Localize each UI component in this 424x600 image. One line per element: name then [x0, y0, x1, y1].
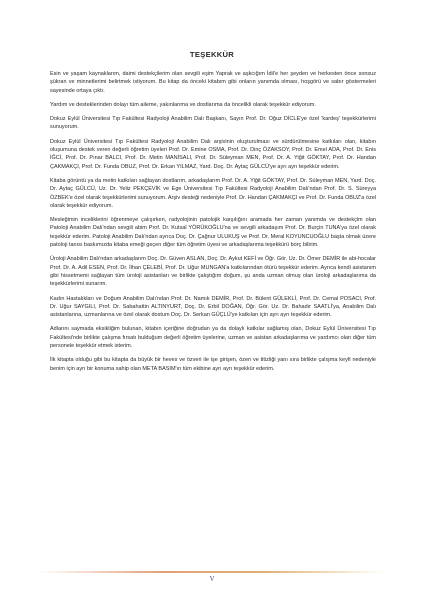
- paragraph-faculty: Dokuz Eylül Üniversitesi Tıp Fakültesi Radyoloji Anabilim Dalı arşivinin oluşturulması ve sürdürülmesine katkıları olan, kitabın oluşumuna destek veren değerli öğretim üyeleri Prof. Dr. Emine OSMA, Prof. Dr. Dinç ÖZAKSOY, Prof. Dr. Emel ADA, Prof. Dr. Enis İĞCİ, Prof. Dr. Pınar BALCI, Prof. Dr. Metin MANİSALI, Prof. Dr. Süleyman MEN, Prof. Dr. A. Yiğit GÖKTAY, Prof. Dr. Handan ÇAKMAKÇI, Prof. Dr. Funda OBUZ, Prof. Dr. Erkan YILMAZ, Yard. Doç. Dr. Aytaç GÜLCÜ'ye ayrı ayrı teşekkür ederim.: [50, 138, 376, 170]
- paragraph-contributors: Kitaba görüntü ya da metin katkıları sağlayan dostlarım, arkadaşlarım Prof. Dr. A. Yiğit GÖKTAY, Prof. Dr. Süleyman MEN, Yard. Doç. Dr. Aytaç GÜLCÜ, Uz. Dr. Yeliz PEKÇEVİK ve Ege Üniversitesi Tıp Fakültesi Radyoloji Anabilim Dalı'ndan Prof. Dr. S. Süreyya ÖZBEK'e özel olarak teşekkürlerimi sunuyorum. Arşiv desteği nedeniyle Prof. Dr. Handan ÇAKMAKÇI ve Prof. Dr. Funda OBUZ'a özel olarak teşekkür ediyorum.: [50, 177, 376, 209]
- paragraph-urology: Üroloji Anabilim Dalı'ndan arkadaşlarım Doç. Dr. Güven ASLAN, Doç. Dr. Aykut KEFİ ve Öğr. Gör. Uz. Dr. Ömer DEMİR ile abi-hocalar Prof. Dr. A. Adil ESEN, Prof. Dr. İlhan ÇELEBİ, Prof. Dr. Uğur MUNGAN'a katkılarından ötürü teşekkür ederim. Ayrıca kendi asistanım gibi hissetmemi sağlayan tüm üroloji asistanları ve birlikte çalıştığım doğum, şu anda uzman olmuş olan üroloji arkadaşlarıma da teşekkürlerimi sunarım.: [50, 256, 376, 288]
- paragraph-pathology: Mesleğimin inceliklerini öğrenmeye çalışırken, radyolojinin patolojik karşılığını aramada her zaman yanımda ve destekçim olan Patoloji Anabilim Dalı'ndan sevgili abim Prof. Dr. Kutsal YÖRÜKOĞLU'na ve sevgili arkadaşım Prof. Dr. Burçin TUNA'ya özel olarak teşekkür ederim. Patoloji Anabilim Dalı'ndan ayrıca Doç. Dr. Çağnur ULUKUŞ ve Prof. Dr. Meral KOYUNCUOĞLU başta olmak üzere patoloji tanısı baskımızda kitaba emeği geçen diğer tüm öğretim üyesi ve arkadaşlarıma teşekkürü borç bilirim.: [50, 217, 376, 249]
- body-text: [50, 70, 376, 379]
- paragraph-relatives: Yardım ve desteklerinden dolayı tüm aileme, yakınlarıma ve dostlarıma da öncelikli olarak teşekkür ediyorum.: [50, 101, 316, 108]
- footer-divider: [40, 571, 384, 573]
- paragraph-department-head: Dokuz Eylül Üniversitesi Tıp Fakültesi Radyoloji Anabilim Dalı Başkanı, Sayın Prof. Dr. Oğuz DİCLE'ye özel 'kardeş' teşekkürlerimi sunuyorum.: [50, 116, 376, 131]
- paragraph-family: Esin ve yaşam kaynaklarım, daimi destekçilerim olan sevgili eşim Yaprak ve aşkcığım İdil'e her şeyden ve herkesten önce sonsuz şükran ve minnetlerimi belirtmek istiyorum. Bu kitap da önceki kitabım gibi onların yanımda olması, hoşgörü ve sabır göstermeleri sayesinde ortaya çıktı.: [50, 71, 376, 94]
- page-number: V: [209, 575, 215, 583]
- paragraph-others: Adlarını saymada eksikliğim bulunan, kitabın içeriğine doğrudan ya da dolaylı katkılar sağlamış olan, Dokuz Eylül Üniversitesi Tıp Fakültesi'nde birlikte çalışma fırsatı bulduğum değerli öğretim üyelerine, uzman ve asistan arkadaşlarıma ve yardımcı olan diğer tüm personele teşekkür etmek isterim.: [50, 326, 376, 350]
- paragraph-gynecology: Kadın Hastalıkları ve Doğum Anabilim Dalı'ndan Prof. Dr. Namık DEMİR, Prof. Dr. Bülent GÜLEKLİ, Prof. Dr. Cemal POSACI, Prof. Dr. Uğur SAYGILI, Prof. Dr. Sabahattin ALTINYURT, Doç. Dr. Erbil DOĞAN, Öğr. Gör. Uz. Dr. Bahadır SAATLİ'ya, Anabilim Dalı asistanlarına, uzmanlarına ve özel olarak dostum Doç. Dr. Serkan GÜÇLÜ'ye katkıları için ayrı ayrı teşekkür ederim.: [50, 295, 376, 319]
- paragraph-publisher: İlk kitapta olduğu gibi bu kitapta da büyük bir heves ve özveri ile işe girişen, özen ve titizliği yanı sıra birlikte çalışma keyfi nedeniyle benim için ayrı bir konuma sahip olan META BASIM'ın tüm ekibine ayrı ayrı teşekkür ederim.: [50, 357, 376, 372]
- page-title: TEŞEKKÜR: [189, 50, 235, 59]
